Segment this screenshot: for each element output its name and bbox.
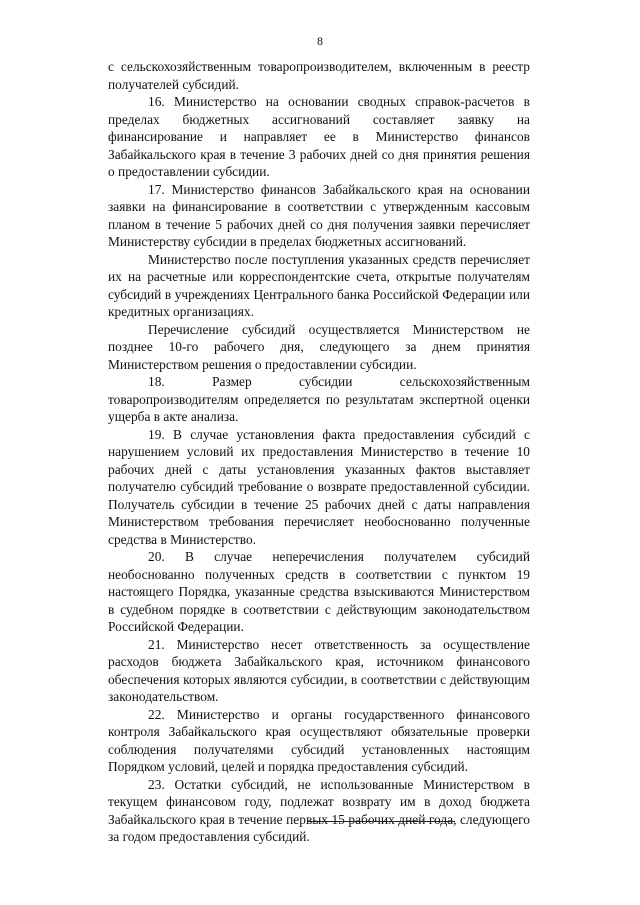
paragraph-continuation: с сельскохозяйственным товаропроизводителем, включенным в реестр получателей субсидий. (108, 59, 530, 92)
paragraph-21: 21. Министерство несет ответственность за осуществление расходов бюджета Забайкальского края, источником финансового обеспечения которых являются субсидии, в соответствии с действующим законодательством. (108, 636, 530, 704)
paragraph-19: 19. В случае установления факта предоставления субсидий с нарушением условий их предоставления Министерство в течение 10 рабочих дней с даты установления указанных фактов выставляет получателю субсидий требование о возврате предоставленной субсидии. Получатель субсидии в течение 25 рабочих дней с даты направления Министерством требования перечисляет необоснованно полученные средства в Министерство. (108, 426, 530, 547)
paragraph-23: 23. Остатки субсидий, не использованные Министерством в текущем финансовом году, подлежат возврату им в доход бюджета Забайкальского края в течение первых 15 рабочих дней года, следующего за годом предоставления субсидий. (108, 776, 530, 844)
paragraph-18: 18. Размер субсидии сельскохозяйственным товаропроизводителям определяется по результатам экспертной оценки ущерба в акте анализа. (108, 374, 530, 424)
end-separator-line (307, 821, 455, 822)
paragraph-17-transfer: Министерство после поступления указанных средств перечисляет их на расчетные или корреспондентские счета, открытые получателям субсидий в учреждениях Центрального банка Российской Федерации или кредитных организациях. (108, 251, 530, 319)
paragraph-22: 22. Министерство и органы государственного финансового контроля Забайкальского края осуществляют обязательные проверки соблюдения получателями субсидий установленных настоящим Порядком условий, целей и порядка предоставления субсидий. (108, 706, 530, 774)
page-number: 8 (317, 34, 323, 48)
paragraph-16: 16. Министерство на основании сводных справок-расчетов в пределах бюджетных ассигнований составляет заявку на финансирование и направляет ее в Министерство финансов Забайкальского края в течение 3 рабочих дней со дня принятия решения о предоставлении субсидии. (108, 94, 530, 179)
paragraph-17-deadline: Перечисление субсидий осуществляется Министерством не позднее 10-го рабочего дня, следующего за днем принятия Министерством решения о предоставлении субсидии. (108, 321, 530, 372)
paragraph-20: 20. В случае неперечисления получателем субсидий необоснованно полученных средств в соответствии с пунктом 19 настоящего Порядка, указанные средства взыскиваются Министерством в судебном порядке в соответствии с действующим законодательством Российской Федерации. (108, 549, 530, 634)
paragraph-17: 17. Министерство финансов Забайкальского края на основании заявки на финансирование в соответствии с утвержденным кассовым планом в течение 5 рабочих дней со дня получения заявки перечисляет Министерству субсидии в пределах бюджетных ассигнований. (108, 181, 530, 249)
document-body (108, 58, 530, 846)
